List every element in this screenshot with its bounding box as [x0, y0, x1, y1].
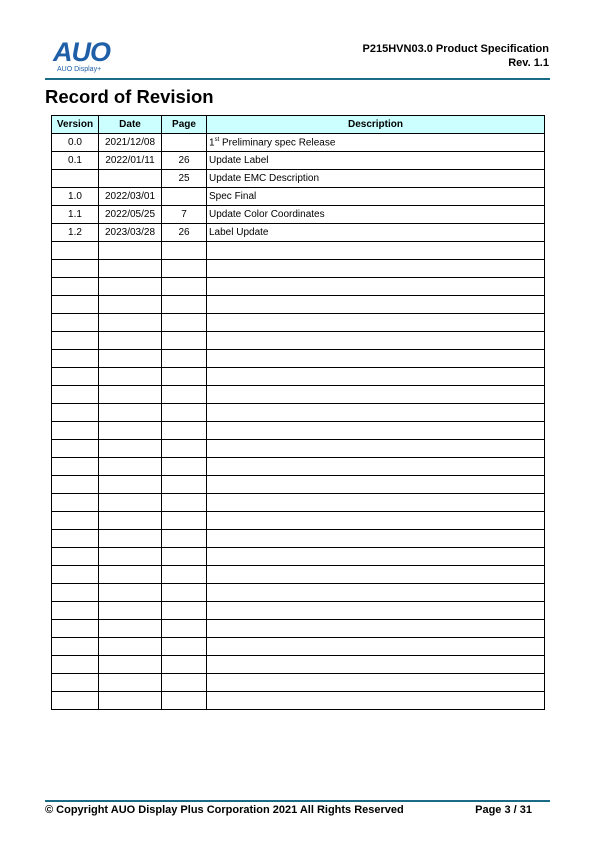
- auo-logo: [53, 38, 123, 78]
- table-header-row: [52, 116, 545, 134]
- cell-description: [207, 548, 545, 566]
- table-row: [52, 350, 545, 368]
- copyright-text: © Copyright AUO Display Plus Corporation 2021 All Rights Reserved: [45, 804, 404, 816]
- cell-description: [207, 332, 545, 350]
- cell-date: [99, 350, 162, 368]
- table-row: [52, 584, 545, 602]
- cell-date: [99, 512, 162, 530]
- cell-date: [99, 296, 162, 314]
- cell-description: [207, 296, 545, 314]
- cell-version: [52, 350, 99, 368]
- product-title: P215HVN03.0 Product Specification: [362, 43, 549, 55]
- cell-date: [99, 692, 162, 710]
- cell-page: [162, 602, 207, 620]
- table-row: [52, 512, 545, 530]
- header-rule: [45, 78, 550, 80]
- cell-description: [207, 422, 545, 440]
- cell-description: [207, 674, 545, 692]
- table-row: [52, 638, 545, 656]
- cell-version: [52, 692, 99, 710]
- cell-date: [99, 674, 162, 692]
- cell-description: [207, 656, 545, 674]
- revision-label: Rev. 1.1: [508, 57, 549, 69]
- cell-description: [207, 404, 545, 422]
- cell-version: [52, 566, 99, 584]
- cell-description: [207, 512, 545, 530]
- cell-date: [99, 278, 162, 296]
- cell-description: [207, 458, 545, 476]
- cell-version: 1.1: [52, 206, 99, 224]
- cell-version: [52, 494, 99, 512]
- cell-page: [162, 674, 207, 692]
- cell-version: [52, 656, 99, 674]
- cell-version: [52, 458, 99, 476]
- cell-page: [162, 314, 207, 332]
- cell-version: [52, 260, 99, 278]
- table-row: [52, 134, 545, 152]
- cell-description: [207, 692, 545, 710]
- table-row: [52, 566, 545, 584]
- cell-version: [52, 548, 99, 566]
- cell-date: [99, 260, 162, 278]
- table-row: [52, 602, 545, 620]
- cell-version: [52, 530, 99, 548]
- cell-date: [99, 458, 162, 476]
- table-row: [52, 224, 545, 242]
- table-row: [52, 458, 545, 476]
- cell-page: [162, 530, 207, 548]
- cell-date: [99, 656, 162, 674]
- table-row: [52, 494, 545, 512]
- cell-date: [99, 386, 162, 404]
- cell-description: [207, 260, 545, 278]
- cell-version: [52, 296, 99, 314]
- cell-page: [162, 656, 207, 674]
- cell-page: [162, 458, 207, 476]
- cell-date: [99, 602, 162, 620]
- cell-description: [207, 602, 545, 620]
- cell-description: 1st Preliminary spec Release: [207, 134, 545, 152]
- cell-version: [52, 368, 99, 386]
- cell-page: [162, 368, 207, 386]
- table-row: [52, 260, 545, 278]
- table-row: [52, 206, 545, 224]
- table-row: [52, 692, 545, 710]
- cell-date: 2022/05/25: [99, 206, 162, 224]
- cell-page: 25: [162, 170, 207, 188]
- cell-page: [162, 566, 207, 584]
- cell-description: [207, 350, 545, 368]
- logo-subtext: AUO Display+: [57, 66, 102, 73]
- cell-date: 2023/03/28: [99, 224, 162, 242]
- table-row: [52, 656, 545, 674]
- cell-page: [162, 620, 207, 638]
- cell-version: 0.0: [52, 134, 99, 152]
- table-row: [52, 548, 545, 566]
- cell-page: 26: [162, 224, 207, 242]
- cell-date: [99, 314, 162, 332]
- cell-version: [52, 242, 99, 260]
- cell-date: [99, 440, 162, 458]
- cell-page: 26: [162, 152, 207, 170]
- cell-page: [162, 350, 207, 368]
- cell-date: 2021/12/08: [99, 134, 162, 152]
- revision-table: [51, 115, 545, 710]
- cell-version: 1.2: [52, 224, 99, 242]
- cell-version: [52, 476, 99, 494]
- cell-version: [52, 314, 99, 332]
- cell-description: [207, 242, 545, 260]
- cell-page: [162, 404, 207, 422]
- cell-description: Label Update: [207, 224, 545, 242]
- header-date: Date: [99, 116, 162, 134]
- cell-date: [99, 368, 162, 386]
- cell-page: [162, 134, 207, 152]
- header-page: Page: [162, 116, 207, 134]
- table-row: [52, 278, 545, 296]
- table-row: [52, 152, 545, 170]
- cell-version: [52, 422, 99, 440]
- cell-page: [162, 278, 207, 296]
- cell-date: 2022/01/11: [99, 152, 162, 170]
- page-title: Record of Revision: [45, 86, 214, 107]
- cell-description: [207, 638, 545, 656]
- cell-version: 1.0: [52, 188, 99, 206]
- cell-version: [52, 440, 99, 458]
- footer-rule: [45, 800, 550, 802]
- cell-description: [207, 386, 545, 404]
- table-row: [52, 314, 545, 332]
- table-row: [52, 530, 545, 548]
- cell-page: [162, 548, 207, 566]
- cell-date: [99, 332, 162, 350]
- cell-version: [52, 404, 99, 422]
- cell-page: [162, 422, 207, 440]
- cell-description: [207, 440, 545, 458]
- cell-date: [99, 494, 162, 512]
- table-row: [52, 476, 545, 494]
- cell-description: [207, 566, 545, 584]
- cell-description: Update Color Coordinates: [207, 206, 545, 224]
- table-row: [52, 422, 545, 440]
- cell-page: [162, 512, 207, 530]
- cell-version: [52, 674, 99, 692]
- cell-page: [162, 638, 207, 656]
- cell-version: [52, 638, 99, 656]
- cell-description: [207, 278, 545, 296]
- cell-date: [99, 530, 162, 548]
- cell-page: 7: [162, 206, 207, 224]
- cell-version: [52, 602, 99, 620]
- cell-page: [162, 584, 207, 602]
- cell-date: [99, 638, 162, 656]
- cell-version: [52, 170, 99, 188]
- cell-page: [162, 188, 207, 206]
- cell-description: [207, 314, 545, 332]
- cell-date: [99, 242, 162, 260]
- table-row: [52, 440, 545, 458]
- table-row: [52, 386, 545, 404]
- cell-date: [99, 170, 162, 188]
- logo-text: AUO: [53, 37, 110, 67]
- table-row: [52, 674, 545, 692]
- cell-page: [162, 296, 207, 314]
- cell-description: [207, 368, 545, 386]
- cell-description: Update EMC Description: [207, 170, 545, 188]
- cell-date: [99, 422, 162, 440]
- cell-page: [162, 440, 207, 458]
- table-row: [52, 368, 545, 386]
- cell-page: [162, 386, 207, 404]
- cell-description: [207, 620, 545, 638]
- cell-version: [52, 512, 99, 530]
- document-header: [363, 42, 549, 70]
- header-version: Version: [52, 116, 99, 134]
- cell-page: [162, 476, 207, 494]
- cell-date: [99, 566, 162, 584]
- cell-version: [52, 584, 99, 602]
- cell-version: [52, 620, 99, 638]
- cell-date: [99, 548, 162, 566]
- cell-version: [52, 332, 99, 350]
- cell-page: [162, 260, 207, 278]
- cell-page: [162, 242, 207, 260]
- cell-version: [52, 386, 99, 404]
- table-row: [52, 296, 545, 314]
- cell-description: Spec Final: [207, 188, 545, 206]
- cell-date: [99, 584, 162, 602]
- table-row: [52, 332, 545, 350]
- cell-date: [99, 404, 162, 422]
- cell-page: [162, 332, 207, 350]
- table-row: [52, 620, 545, 638]
- table-row: [52, 404, 545, 422]
- cell-date: [99, 620, 162, 638]
- header-description: Description: [207, 116, 545, 134]
- cell-description: [207, 494, 545, 512]
- cell-version: [52, 278, 99, 296]
- cell-description: Update Label: [207, 152, 545, 170]
- cell-date: 2022/03/01: [99, 188, 162, 206]
- cell-description: [207, 530, 545, 548]
- cell-description: [207, 584, 545, 602]
- cell-description: [207, 476, 545, 494]
- table-row: [52, 242, 545, 260]
- cell-page: [162, 692, 207, 710]
- cell-date: [99, 476, 162, 494]
- cell-version: 0.1: [52, 152, 99, 170]
- table-row: [52, 170, 545, 188]
- table-row: [52, 188, 545, 206]
- cell-page: [162, 494, 207, 512]
- page-number: Page 3 / 31: [475, 804, 532, 816]
